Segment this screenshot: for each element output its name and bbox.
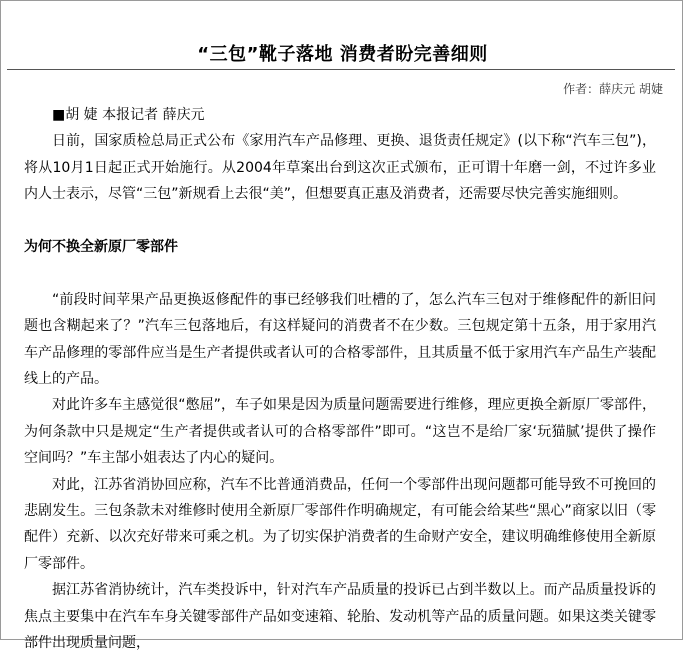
reporter-line: ■胡 婕 本报记者 薛庆元: [52, 107, 205, 123]
spacer: [24, 208, 656, 234]
spacer: [24, 260, 656, 286]
paragraph: 对此，江苏省消协回应称，汽车不比普通消费品，任何一个零部件出现问题都可能导致不可挽回的悲剧发生。三包条款未对维修时使用全新原厂零部件作明确规定，有可能会给某些“黑心”商家以旧（零配件）充新、以次充好带来可乘之机。为了切实保护消费者的生命财产安全，建议明确维修使用全新原厂零部件。: [24, 476, 656, 572]
article-byline: 作者：薛庆元 胡婕: [563, 82, 663, 96]
section-heading: 为何不换全新原厂零部件: [24, 239, 178, 256]
article-title: “三包”靴子落地 消费者盼完善细则: [197, 44, 488, 65]
paragraph-intro: 日前，国家质检总局正式公布《家用汽车产品修理、更换、退货责任规定》(以下称“汽车三包”)，将从10月1日起正式开始施行。从2004年草案出台到这次正式颁布，正可谓十年磨一剑，不过许多业内人士表示，尽管“三包”新规看上去很“美”，但想要真正惠及消费者，还需要尽快完善实施细则。: [24, 133, 656, 203]
article-body: [24, 102, 656, 657]
paragraph: 据江苏省消协统计，汽车类投诉中，针对汽车产品质量的投诉已占到半数以上。而产品质量投诉的焦点主要集中在汽车车身关键零部件产品如变速箱、轮胎、发动机等产品的质量问题。如果这类关键零部件出现质量问题，: [24, 582, 656, 652]
paragraph: “前段时间苹果产品更换返修配件的事已经够我们吐槽的了，怎么汽车三包对于维修配件的新旧问题也含糊起来了？”汽车三包落地后，有这样疑问的消费者不在少数。三包规定第十五条，用于家用汽车产品修理的零部件应当是生产者提供或者认可的合格零部件，且其质量不低于家用汽车产品生产装配线上的产品。: [24, 291, 656, 388]
paragraph: 对此许多车主感觉很“憋屈”，车子如果是因为质量问题需要进行维修，理应更换全新原厂零部件，为何条款中只是规定“生产者提供或者认可的合格零部件”即可。“这岂不是给厂家‘玩猫腻’提供了操作空间吗？”车主郜小姐表达了内心的疑问。: [24, 397, 656, 467]
title-divider: [7, 69, 675, 70]
